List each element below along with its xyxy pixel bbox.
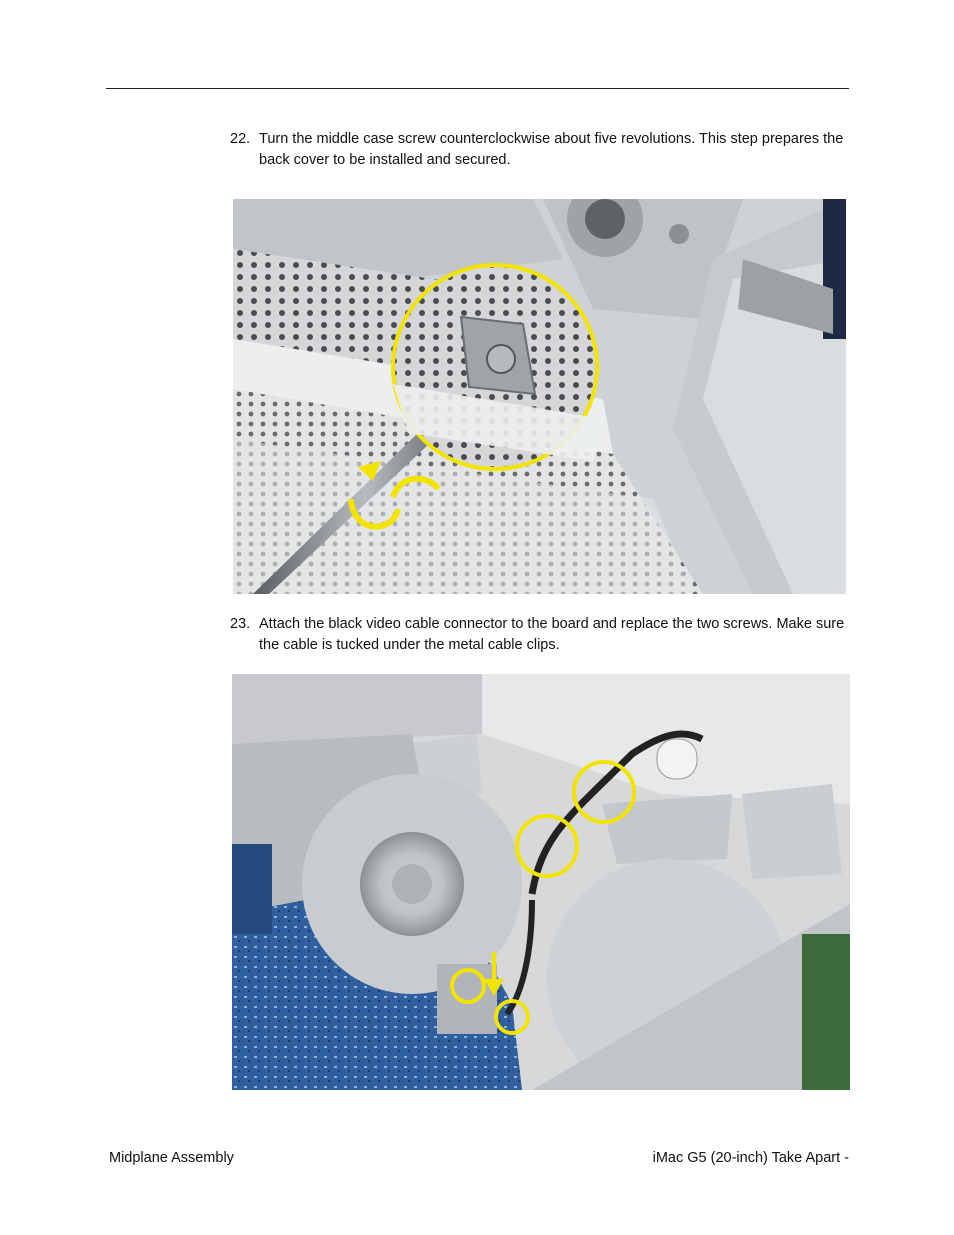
step-number: 22.: [230, 131, 251, 147]
step-22: [230, 129, 850, 171]
step-text: Attach the black video cable connector to the board and replace the two screws. Make sure the cable is tucked under the metal cable clips.: [259, 616, 845, 653]
photo-screwdriver-case-screw: [233, 199, 846, 594]
footer-section-title: Midplane Assembly: [109, 1150, 234, 1166]
step-23: [230, 614, 850, 656]
illustration-video-cable: [232, 674, 850, 1090]
step-number: 23.: [230, 616, 251, 632]
footer-document-title: iMac G5 (20-inch) Take Apart -: [652, 1150, 849, 1166]
illustration-case-screw: [233, 199, 846, 594]
header-rule: [106, 88, 849, 89]
step-text: Turn the middle case screw counterclockwise about five revolutions. This step prepares the back cover to be installed and secured.: [259, 131, 844, 168]
photo-video-cable-connector: [232, 674, 850, 1090]
